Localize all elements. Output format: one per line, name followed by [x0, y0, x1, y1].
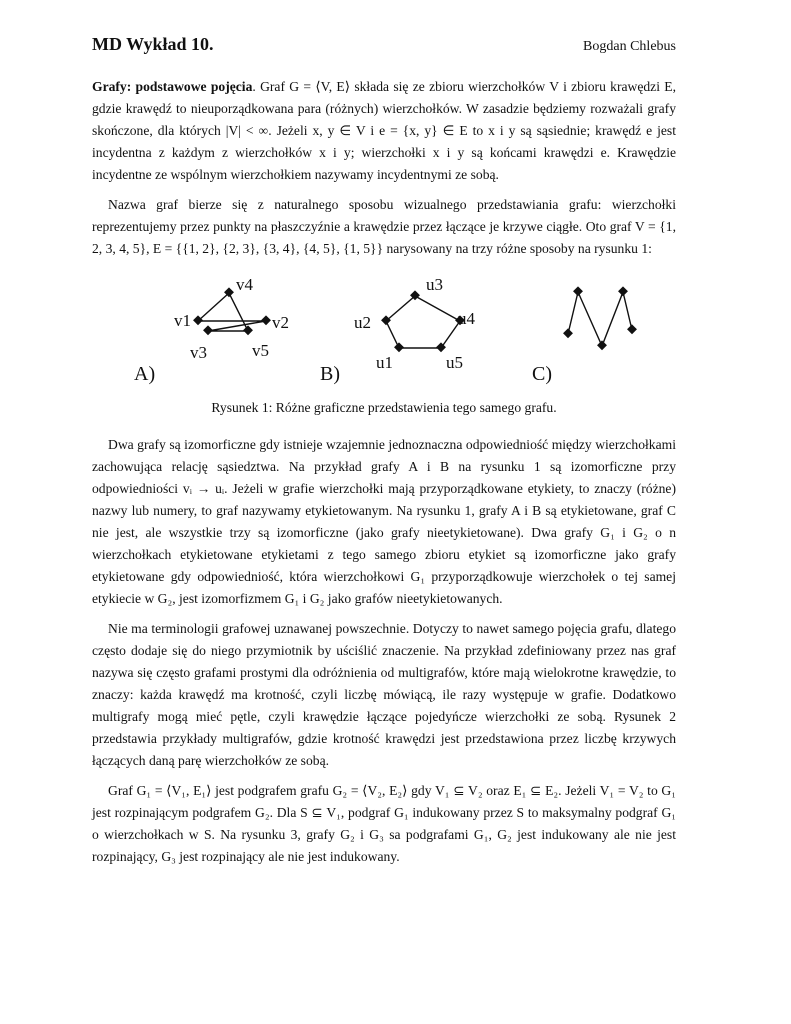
label-u2: u2 — [354, 313, 371, 332]
label-u4: u4 — [458, 309, 475, 328]
paragraph-isomorphism: Dwa grafy są izomorficzne gdy istnieje wzajemnie jednoznaczna odpowiedniość między wierzchołkami zachowująca relację sąsiedztwa. Na przykład grafy A i B na rysunku 1 są izomorficzne przy odpowiedniości vᵢ → uᵢ. Jeżeli w grafie wierzchołki mają przyporządkowane etykiety, to znaczy (różne) nazwy lub numery, to graf nazywamy etykietowanym. Na rysunku 1, grafy A i B są etykietowane, graf C nie jest, ale wszystkie trzy są izomorficzne (jako grafy nieetykietowane). Dwa grafy G₁ i G₂ o n wierzchołkach etykietowane etykietami z tego samego zbioru etykiet są izomorficzne jako grafy etykietowane gdy odpowiedniość, która wierzchołkowi G₁ przyporządkowuje wierzchołek o tej samej etykiecie w G₂, jest izomorfizmem G₁ i G₂ jako grafów nieetykietowanych. — [92, 437, 676, 606]
paragraph-definitions-text: . Graf G = ⟨V, E⟩ składa się ze zbioru wierzchołków V i zbioru krawędzi E, gdzie krawędź to nieuporządkowana para (różnych) wierzchołków. W zasadzie będziemy rozważali grafy skończone, dla których |V| < ∞. Jeżeli x, y ∈ V i e = {x, y} ∈ E to x i y są sąsiednie; krawędź e jest incydentna z każdym z wierzchołków x i y; wierzchołki x i y są końcami krawędzi e. Krawędzie incydentne ze wspólnym wierzchołkiem nazywamy incydentnymi ze sobą. — [92, 79, 676, 182]
panel-label-b: B) — [320, 363, 340, 385]
label-u5: u5 — [446, 353, 463, 372]
page-header — [92, 34, 676, 62]
vertex-u1 — [394, 342, 404, 352]
vertex-c2 — [573, 286, 583, 296]
graph-b-edges — [386, 296, 460, 348]
panel-label-a: A) — [134, 363, 156, 385]
author-name: Bogdan Chlebus — [583, 39, 676, 54]
figure-1-graphs — [92, 268, 676, 396]
vertex-c1 — [563, 328, 573, 338]
label-u1: u1 — [376, 353, 393, 372]
label-u3: u3 — [426, 275, 443, 294]
vertex-v3 — [203, 325, 213, 335]
paragraph-subgraphs: Graf G₁ = ⟨V₁, E₁⟩ jest podgrafem grafu G₂ = ⟨V₂, E₂⟩ gdy V₁ ⊆ V₂ oraz E₁ ⊆ E₂. Jeżeli V₁ = V₂ to G₁ jest rozpinającym podgrafem G₂. Dla S ⊆ V₁, podgraf G₁ indukowany przez S to maksymalny podgraf G₁ o wierzchołkach w S. Na rysunku 3, grafy G₂ i G₃ sa podgrafami G₁, G₂ jest indukowany ale nie jest rozpinający, G₃ jest rozpinający ale nie jest indukowany. — [92, 783, 676, 864]
label-v5: v5 — [252, 341, 269, 360]
section-heading: Grafy: podstawowe pojęcia — [92, 79, 253, 94]
label-v1: v1 — [174, 311, 191, 330]
figure-1 — [92, 268, 676, 396]
lecture-title: MD Wykład 10. — [92, 34, 214, 54]
figure-1-caption: Rysunek 1: Różne graficzne przedstawienia tego samego grafu. — [211, 400, 557, 415]
graph-a-edges — [198, 293, 266, 331]
vertex-c3 — [597, 340, 607, 350]
vertex-c5 — [627, 324, 637, 334]
panel-label-c: C) — [532, 363, 552, 385]
page — [92, 34, 676, 876]
label-v3: v3 — [190, 343, 207, 362]
paragraph-definitions — [92, 76, 676, 186]
vertex-v2 — [261, 315, 271, 325]
paragraph-drawing: Nazwa graf bierze się z naturalnego sposobu wizualnego przedstawiania grafu: wierzchołki reprezentujemy przez punkty na płaszczyźnie a krawędzie przez łączące je krzywe ciągłe. Oto graf V = {1, 2, 3, 4, 5}, E = {{1, 2}, {2, 3}, {3, 4}, {4, 5}, {1, 5}} narysowany na trzy różne sposoby na rysunku 1: — [92, 197, 676, 256]
vertex-v5 — [243, 325, 253, 335]
vertex-u2 — [381, 315, 391, 325]
label-v4: v4 — [236, 275, 253, 294]
graph-c-edges — [568, 292, 632, 346]
vertex-v1 — [193, 315, 203, 325]
vertex-c4 — [618, 286, 628, 296]
label-v2: v2 — [272, 313, 289, 332]
paragraph-terminology: Nie ma terminologii grafowej uznawanej powszechnie. Dotyczy to nawet samego pojęcia grafu, dlatego często dodaje się do niego przymiotnik by uściślić znaczenie. Na przykład zdefiniowany przez nas graf nazywa się często grafami prostymi dla odróżnienia od multigrafów, które mają wielokrotne krawędzie, to znaczy: każda krawędź ma krotność, czyli liczbę mówiącą, ile razy występuje w grafie. Dodatkowo multigrafy mogą mieć pętle, czyli krawędzie łączące pojedyńcze wierzchołki ze sobą. Rysunek 2 przedstawia przykłady multigrafów, gdzie krotność krawędzi jest przedstawiona przez liczbę krzywych łączących daną parę wierzchołków ze sobą. — [92, 621, 676, 768]
